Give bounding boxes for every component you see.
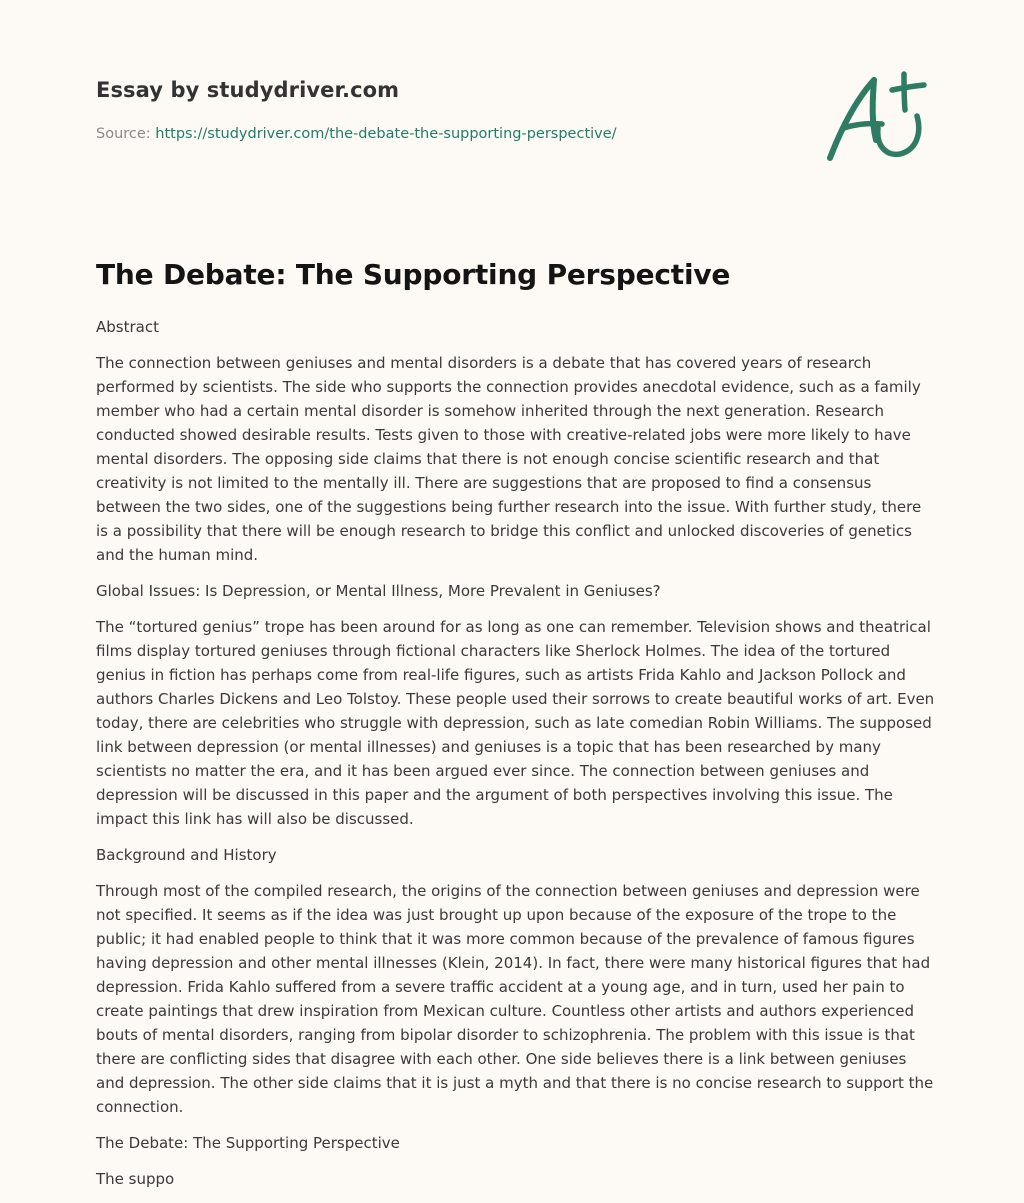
site-header bbox=[96, 76, 796, 144]
document-body bbox=[96, 315, 936, 1203]
section-body-abstract: The connection between geniuses and mental disorders is a debate that has covered years of research performed by scientists. The side who supports the connection provides anecdotal evidence, such as a family member who had a certain mental disorder is somehow inherited through the next generation. Research conducted showed desirable results. Tests given to those with creative-related jobs were more likely to have mental disorders. The opposing side claims that there is not enough concise scientific research and that creativity is not limited to the mentally ill. There are suggestions that are proposed to find a consensus between the two sides, one of the suggestions being further research into the issue. With further study, there is a possibility that there will be enough research to bridge this conflict and unlocked discoveries of genetics and the human mind. bbox=[96, 354, 922, 564]
section-body-background: Through most of the compiled research, the origins of the connection between geniuses and depression were not specified. It seems as if the idea was just brought up upon because of the exposure of the trope to the public; it had enabled people to think that it was more common because of the prevalence of famous figures having depression and other mental illnesses (Klein, 2014). In fact, there were many historical figures that had depression. Frida Kahlo suffered from a severe traffic accident at a young age, and in turn, used her pain to create paintings that drew inspiration from Mexican culture. Countless other artists and authors experienced bouts of mental disorders, ranging from bipolar disorder to schizophrenia. The problem with this issue is that there are conflicting sides that disagree with each other. One side believes there is a link between geniuses and depression. The other side claims that it is just a myth and that there is no concise research to support the connection. bbox=[96, 882, 934, 1116]
section-body-supporting-perspective: The suppo bbox=[96, 1170, 175, 1188]
section-heading-background: Background and History bbox=[96, 846, 277, 864]
source-link[interactable]: https://studydriver.com/the-debate-the-supporting-perspective/ bbox=[155, 126, 617, 142]
source-line bbox=[96, 124, 796, 144]
site-title: Essay by studydriver.com bbox=[96, 78, 400, 102]
section-heading-supporting-perspective: The Debate: The Supporting Perspective bbox=[96, 1134, 400, 1152]
source-label: Source: bbox=[96, 126, 156, 142]
a-plus-grade-icon bbox=[822, 66, 930, 166]
section-heading-abstract: Abstract bbox=[96, 318, 159, 336]
section-body-global-issues: The “tortured genius” trope has been around for as long as one can remember. Television shows and theatrical films display tortured geniuses through fictional characters like Sherlock Holmes. The idea of the tortured genius in fiction has perhaps come from real-life figures, such as artists Frida Kahlo and Jackson Pollock and authors Charles Dickens and Leo Tolstoy. These people used their sorrows to create beautiful works of art. Even today, there are celebrities who struggle with depression, such as late comedian Robin Williams. The supposed link between depression (or mental illnesses) and geniuses is a topic that has been researched by many scientists no matter the era, and it has been argued ever since. The connection between geniuses and depression will be discussed in this paper and the argument of both perspectives involving this issue. The impact this link has will also be discussed. bbox=[96, 618, 935, 828]
section-heading-global-issues: Global Issues: Is Depression, or Mental Illness, More Prevalent in Geniuses? bbox=[96, 582, 661, 600]
document-title: The Debate: The Supporting Perspective bbox=[96, 258, 731, 291]
